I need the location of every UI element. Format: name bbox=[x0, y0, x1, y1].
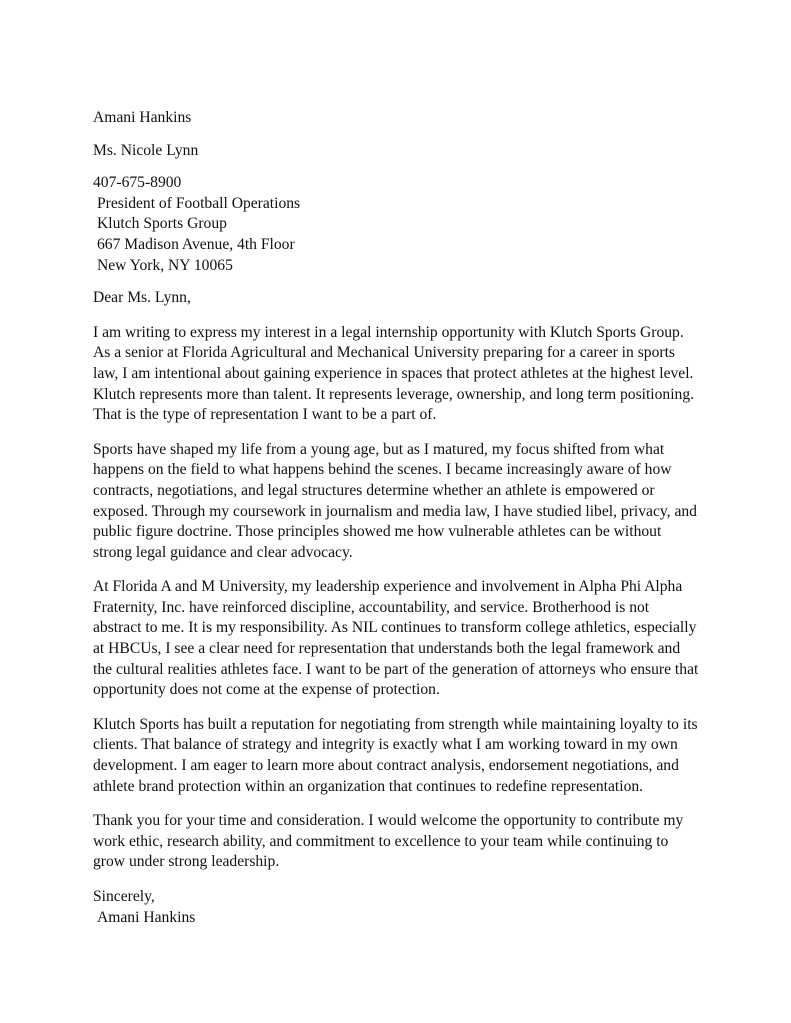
closing: Sincerely, bbox=[93, 888, 155, 905]
paragraph-line: Sports have shaped my life from a young age, but as I matured, my focus shifted from what bbox=[93, 440, 665, 458]
body-paragraph-5 bbox=[93, 811, 733, 873]
paragraph-line: clients. That balance of strategy and integrity is exactly what I am working toward in my own bbox=[93, 736, 678, 754]
body-paragraph-3 bbox=[93, 577, 733, 701]
paragraph-line: happens on the field to what happens behind the scenes. I became increasingly aware of how bbox=[93, 461, 672, 479]
paragraph-line: work ethic, research ability, and commitment to excellence to your team while continuing to bbox=[93, 832, 669, 850]
paragraph-line: development. I am eager to learn more about contract analysis, endorsement negotiations, and bbox=[93, 757, 679, 775]
body-paragraph-4 bbox=[93, 715, 733, 797]
signature: Amani Hankins bbox=[97, 908, 196, 926]
recipient-company: Klutch Sports Group bbox=[97, 215, 227, 233]
paragraph-line: opportunity does not come at the expense of protection. bbox=[93, 681, 440, 699]
paragraph-line: abstract to me. It is my responsibility. As NIL continues to transform college athletics, especially bbox=[93, 619, 697, 637]
body-paragraph-1 bbox=[93, 323, 733, 426]
paragraph-line: That is the type of representation I want to be a part of. bbox=[93, 406, 437, 424]
closing-block bbox=[93, 887, 733, 928]
letter-page bbox=[93, 108, 733, 928]
recipient-street: 667 Madison Avenue, 4th Floor bbox=[97, 235, 295, 253]
paragraph-line: As a senior at Florida Agricultural and Mechanical University preparing for a career in sports bbox=[93, 344, 675, 362]
recipient-address-block bbox=[93, 173, 733, 276]
paragraph-line: Klutch represents more than talent. It represents leverage, ownership, and long term positioning. bbox=[93, 385, 695, 403]
paragraph-line: strong legal guidance and clear advocacy. bbox=[93, 543, 353, 561]
salutation: Dear Ms. Lynn, bbox=[93, 289, 191, 307]
paragraph-line: at HBCUs, I see a clear need for representation that understands both the legal framework and bbox=[93, 640, 681, 658]
paragraph-line: I am writing to express my interest in a legal internship opportunity with Klutch Sports Group. bbox=[93, 323, 684, 341]
paragraph-line: At Florida A and M University, my leadership experience and involvement in Alpha Phi Alpha bbox=[93, 578, 683, 596]
recipient-phone: 407-675-8900 bbox=[93, 174, 182, 192]
recipient-name: Ms. Nicole Lynn bbox=[93, 141, 199, 159]
paragraph-line: contracts, negotiations, and legal structures determine whether an athlete is empowered or bbox=[93, 481, 655, 499]
paragraph-line: the cultural realities athletes face. I want to be part of the generation of attorneys who ensure that bbox=[93, 660, 699, 678]
paragraph-line: Klutch Sports has built a reputation for negotiating from strength while maintaining loyalty to its bbox=[93, 715, 698, 733]
paragraph-line: grow under strong leadership. bbox=[93, 853, 280, 871]
recipient-city: New York, NY 10065 bbox=[97, 256, 233, 274]
paragraph-line: Thank you for your time and consideration. I would welcome the opportunity to contribute my bbox=[93, 812, 684, 830]
paragraph-line: athlete brand protection within an organization that continues to redefine representation. bbox=[93, 777, 644, 795]
sender-name: Amani Hankins bbox=[93, 109, 192, 126]
body-paragraph-2 bbox=[93, 440, 733, 564]
paragraph-line: exposed. Through my coursework in journalism and media law, I have studied libel, privacy, and bbox=[93, 502, 697, 520]
paragraph-line: public figure doctrine. Those principles showed me how vulnerable athletes can be without bbox=[93, 523, 662, 541]
paragraph-line: Fraternity, Inc. have reinforced discipline, accountability, and service. Brotherhood is not bbox=[93, 598, 650, 616]
paragraph-line: law, I am intentional about gaining experience in spaces that protect athletes at the highest level. bbox=[93, 364, 694, 382]
recipient-title: President of Football Operations bbox=[97, 194, 301, 212]
